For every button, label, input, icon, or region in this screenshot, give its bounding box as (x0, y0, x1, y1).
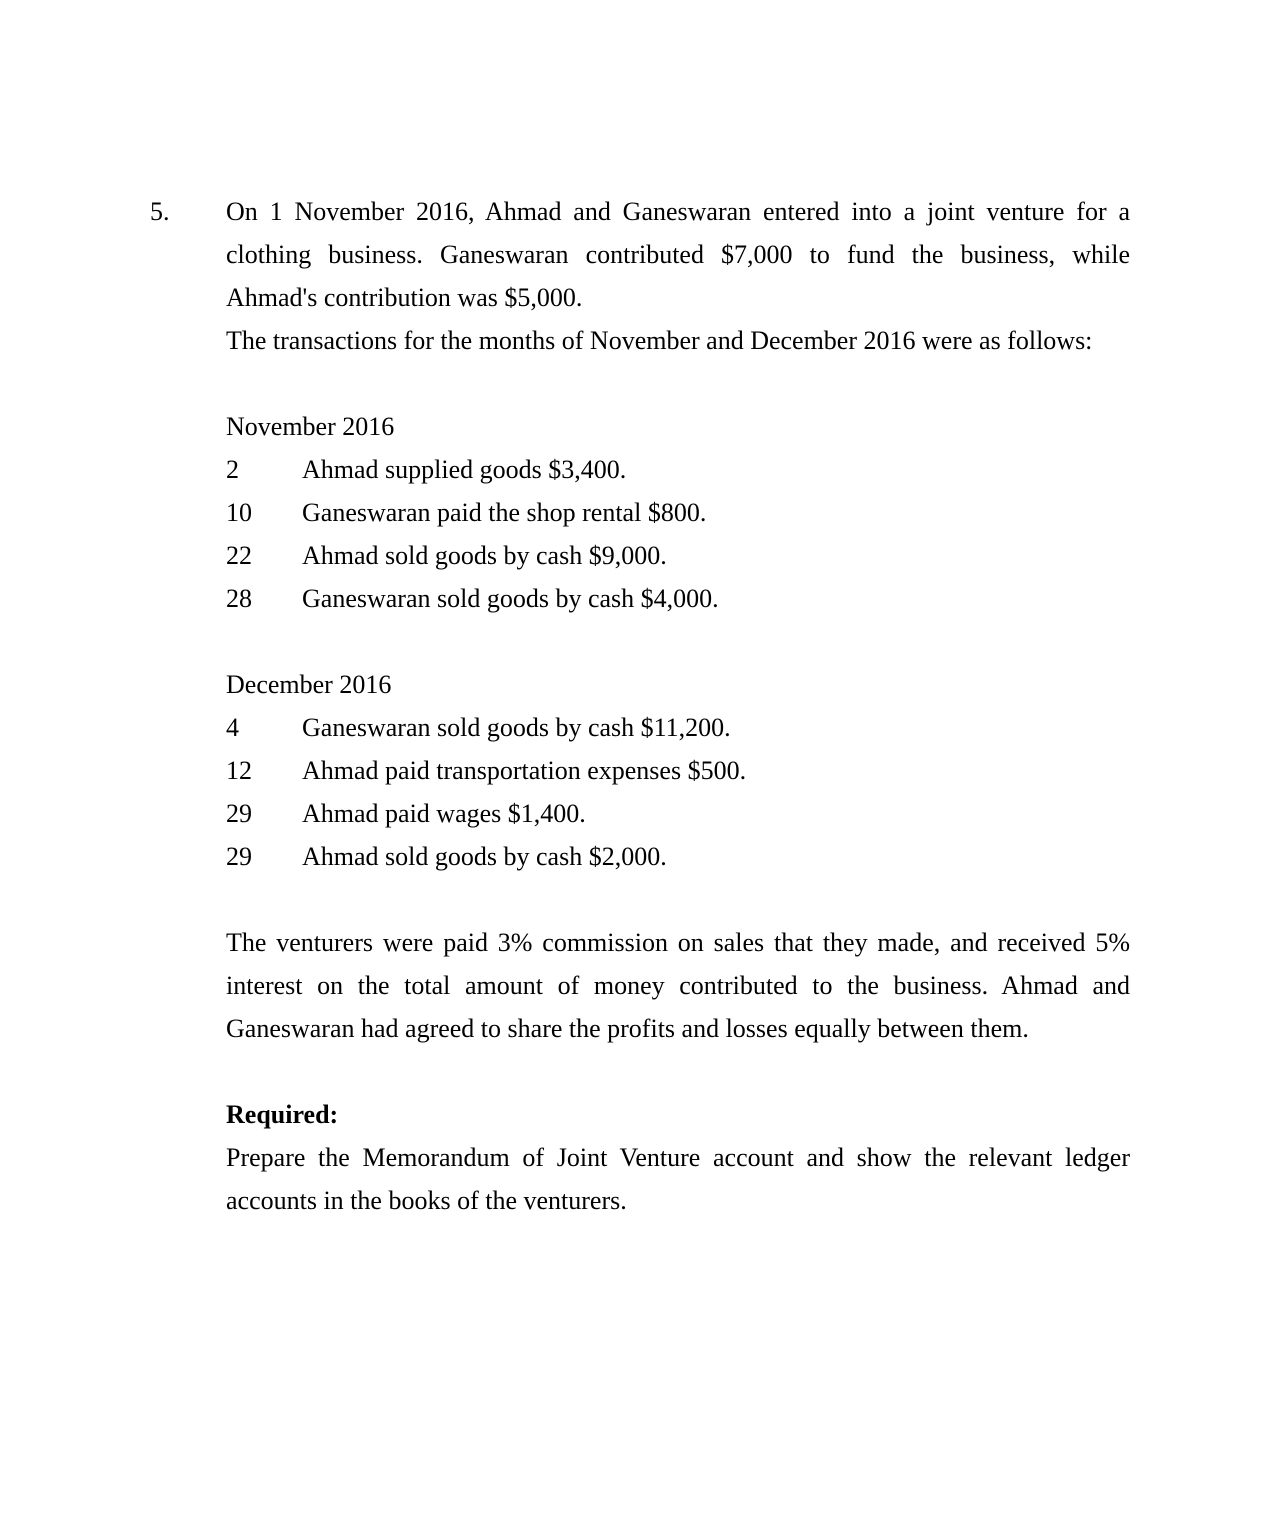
transaction-list-november (226, 448, 1130, 620)
intro-paragraph: On 1 November 2016, Ahmad and Ganeswaran entered into a joint venture for a clothing business. Ganeswaran contributed $7,000 to fund the business, while Ahmad's contribution was $5,000. (226, 197, 1130, 312)
transaction-row (226, 448, 1130, 491)
transaction-day: 28 (226, 584, 252, 613)
transaction-day: 2 (226, 455, 239, 484)
transaction-row (226, 749, 1130, 792)
question-number: 5. (150, 197, 170, 226)
required-text: Prepare the Memorandum of Joint Venture account and show the relevant ledger accounts in the books of the venturers. (226, 1143, 1130, 1215)
transaction-day: 29 (226, 842, 252, 871)
transaction-description: Ahmad supplied goods $3,400. (302, 455, 627, 484)
transaction-description: Ahmad sold goods by cash $9,000. (302, 541, 667, 570)
required-heading: Required: (226, 1100, 339, 1129)
transaction-row (226, 534, 1130, 577)
transaction-day: 29 (226, 799, 252, 828)
transaction-day: 22 (226, 541, 252, 570)
transaction-row (226, 491, 1130, 534)
transaction-row (226, 706, 1130, 749)
transaction-day: 4 (226, 713, 239, 742)
question-content (226, 190, 1130, 1222)
terms-paragraph: The venturers were paid 3% commission on sales that they made, and received 5% interest on the total amount of money contributed to the business. Ahmad and Ganeswaran had agreed to share the profits and losses equally between them. (226, 928, 1130, 1043)
transaction-description: Ahmad paid transportation expenses $500. (302, 756, 747, 785)
month-heading-november: November 2016 (226, 412, 395, 441)
transaction-row (226, 835, 1130, 878)
transaction-description: Ganeswaran sold goods by cash $4,000. (302, 584, 719, 613)
month-heading-december: December 2016 (226, 670, 392, 699)
transaction-day: 12 (226, 756, 252, 785)
transaction-day: 10 (226, 498, 252, 527)
transaction-description: Ganeswaran paid the shop rental $800. (302, 498, 707, 527)
transaction-description: Ganeswaran sold goods by cash $11,200. (302, 713, 731, 742)
transaction-list-december (226, 706, 1130, 878)
transaction-row (226, 577, 1130, 620)
transaction-row (226, 792, 1130, 835)
december-section (226, 663, 1130, 878)
transaction-description: Ahmad paid wages $1,400. (302, 799, 586, 828)
transaction-description: Ahmad sold goods by cash $2,000. (302, 842, 667, 871)
november-section (226, 405, 1130, 620)
transactions-intro: The transactions for the months of November and December 2016 were as follows: (226, 326, 1093, 355)
